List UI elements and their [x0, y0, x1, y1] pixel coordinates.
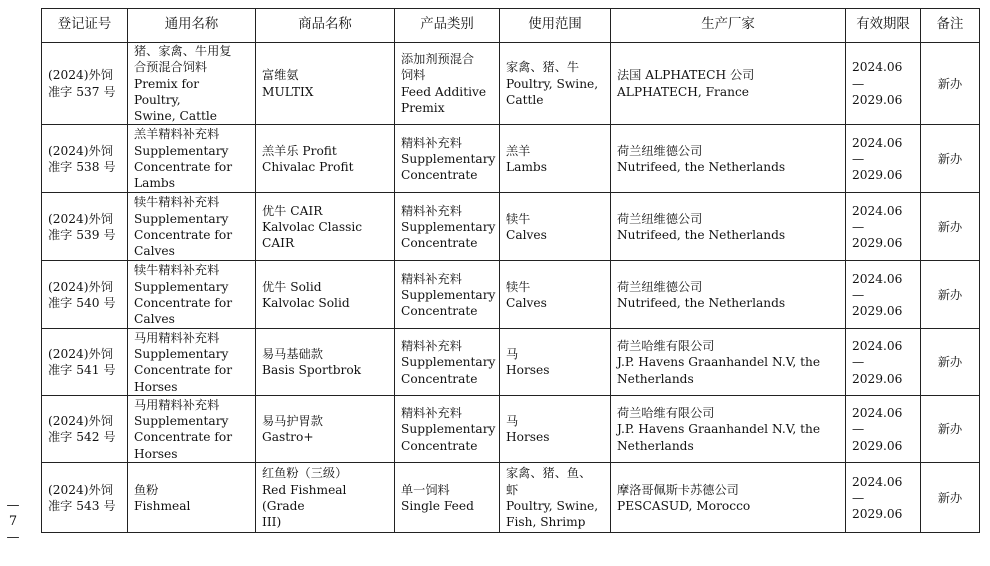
- table-row: [42, 125, 980, 193]
- cell-scope-line: Lambs: [506, 159, 547, 174]
- cell-manufacturer: [611, 193, 846, 261]
- cell-category-line: Supplementary: [401, 287, 496, 302]
- cell-generic-name-line: Calves: [134, 244, 175, 259]
- cell-category-line: 添加剂预混合: [401, 52, 475, 67]
- cell-category-line: Concentrate: [401, 438, 478, 453]
- cell-category: [395, 43, 500, 125]
- cell-scope-line: 家禽、猪、牛: [506, 60, 580, 75]
- cell-generic-name: [128, 396, 256, 463]
- header-trade-name: 商品名称: [256, 9, 395, 43]
- cell-scope: [500, 329, 611, 396]
- cell-validity-line: 2024.06—: [852, 203, 903, 234]
- cell-remark: 新办: [921, 261, 980, 329]
- table-row: [42, 396, 980, 463]
- cell-generic-name-line: Fishmeal: [134, 498, 191, 513]
- table-row: [42, 463, 980, 533]
- header-manufacturer: 生产厂家: [611, 9, 846, 43]
- cell-validity: [846, 193, 921, 261]
- cell-manufacturer: [611, 261, 846, 329]
- cell-generic-name: [128, 329, 256, 396]
- cell-reg-no: [42, 329, 128, 396]
- cell-trade-name-line: Kalvolac Classic CAIR: [262, 219, 366, 251]
- cell-scope: [500, 43, 611, 125]
- cell-manufacturer-line: 荷兰纽维德公司: [617, 279, 703, 294]
- cell-generic-name-line: Horses: [134, 379, 178, 394]
- cell-trade-name-line: Basis Sportbrok: [262, 363, 362, 378]
- cell-reg-no-line: (2024)外饲: [48, 211, 113, 226]
- cell-trade-name-line: 优牛 Solid: [262, 279, 322, 294]
- cell-generic-name: [128, 125, 256, 193]
- cell-validity-line: 2029.06: [852, 304, 903, 319]
- cell-generic-name-line: 犊牛精料补充料: [134, 263, 220, 278]
- header-remark: 备注: [921, 9, 980, 43]
- cell-reg-no-line: 准字 542 号: [48, 430, 116, 445]
- cell-scope-line: Horses: [506, 363, 550, 378]
- cell-trade-name: [256, 261, 395, 329]
- cell-reg-no-line: (2024)外饲: [48, 347, 113, 362]
- cell-remark: 新办: [921, 463, 980, 533]
- cell-scope-line: 马: [506, 347, 519, 362]
- cell-trade-name-line: 红鱼粉（三级）: [262, 466, 348, 481]
- cell-category-line: 精料补充料: [401, 406, 462, 421]
- header-generic-name: 通用名称: [128, 9, 256, 43]
- cell-category-line: 精料补充料: [401, 339, 462, 354]
- header-reg-no: 登记证号: [42, 9, 128, 43]
- cell-trade-name: [256, 125, 395, 193]
- cell-category-line: Concentrate: [401, 371, 478, 386]
- cell-manufacturer-line: 荷兰哈维有限公司: [617, 406, 715, 421]
- cell-reg-no-line: 准字 541 号: [48, 363, 116, 378]
- page-number-dash-top: —: [6, 498, 20, 513]
- cell-validity-line: 2029.06: [852, 507, 903, 522]
- table-row: [42, 261, 980, 329]
- cell-remark: 新办: [921, 125, 980, 193]
- cell-scope-line: Poultry, Swine,: [506, 498, 599, 513]
- cell-manufacturer: [611, 396, 846, 463]
- cell-scope-line: 犊牛: [506, 279, 531, 294]
- cell-scope: [500, 125, 611, 193]
- cell-validity: [846, 261, 921, 329]
- cell-remark: 新办: [921, 396, 980, 463]
- cell-scope-line: 家禽、猪、鱼、: [506, 466, 592, 481]
- cell-category-line: Supplementary: [401, 355, 496, 370]
- cell-validity-line: 2024.06—: [852, 271, 903, 302]
- cell-reg-no: [42, 43, 128, 125]
- cell-trade-name: [256, 193, 395, 261]
- cell-generic-name-line: Concentrate for: [134, 430, 233, 445]
- cell-manufacturer-line: ALPHATECH, France: [617, 84, 750, 99]
- page-number: [4, 498, 22, 546]
- cell-validity-line: 2024.06—: [852, 339, 903, 370]
- cell-validity-line: 2029.06: [852, 438, 903, 453]
- cell-trade-name: [256, 329, 395, 396]
- cell-reg-no: [42, 125, 128, 193]
- cell-scope: [500, 261, 611, 329]
- cell-reg-no-line: (2024)外饲: [48, 143, 113, 158]
- cell-trade-name: [256, 43, 395, 125]
- cell-category-line: Supplementary: [401, 422, 496, 437]
- cell-scope-line: 羔羊: [506, 143, 531, 158]
- cell-manufacturer-line: Netherlands: [617, 371, 694, 386]
- cell-generic-name: [128, 43, 256, 125]
- cell-generic-name-line: 猪、家禽、牛用复: [134, 44, 232, 58]
- cell-reg-no: [42, 463, 128, 533]
- cell-generic-name-line: Calves: [134, 312, 175, 327]
- cell-manufacturer: [611, 43, 846, 125]
- cell-trade-name-line: III): [262, 515, 282, 530]
- cell-manufacturer-line: 荷兰哈维有限公司: [617, 339, 715, 354]
- cell-scope-line: Calves: [506, 295, 547, 310]
- cell-generic-name-line: 马用精料补充料: [134, 330, 220, 345]
- cell-generic-name-line: Supplementary: [134, 414, 229, 429]
- header-validity: 有效期限: [846, 9, 921, 43]
- cell-manufacturer-line: 荷兰纽维德公司: [617, 211, 703, 226]
- cell-remark: 新办: [921, 329, 980, 396]
- cell-generic-name-line: 羔羊精料补充料: [134, 127, 220, 142]
- header-row: [42, 9, 980, 43]
- cell-generic-name-line: 合预混合饲料: [134, 60, 208, 75]
- cell-trade-name-line: 易马护胃款: [262, 414, 323, 429]
- cell-trade-name-line: 富维氨: [262, 68, 299, 83]
- cell-generic-name-line: 犊牛精料补充料: [134, 195, 220, 210]
- cell-category-line: 单一饲料: [401, 482, 450, 497]
- cell-manufacturer-line: Nutrifeed, the Netherlands: [617, 159, 786, 174]
- cell-generic-name-line: Horses: [134, 446, 178, 461]
- cell-validity: [846, 396, 921, 463]
- cell-category-line: Single Feed: [401, 498, 474, 513]
- cell-generic-name-line: Supplementary: [134, 279, 229, 294]
- cell-generic-name: [128, 463, 256, 533]
- cell-category: [395, 125, 500, 193]
- cell-trade-name-line: Kalvolac Solid: [262, 295, 350, 310]
- cell-generic-name-line: Supplementary: [134, 211, 229, 226]
- cell-category-line: Premix: [401, 101, 445, 116]
- cell-generic-name: [128, 193, 256, 261]
- cell-validity: [846, 463, 921, 533]
- cell-trade-name-line: 羔羊乐 Profit: [262, 143, 337, 158]
- cell-scope-line: 马: [506, 414, 519, 429]
- cell-reg-no-line: 准字 540 号: [48, 295, 116, 310]
- cell-generic-name-line: Concentrate for: [134, 159, 233, 174]
- cell-trade-name-line: MULTIX: [262, 84, 314, 99]
- cell-generic-name-line: Lambs: [134, 176, 175, 191]
- cell-generic-name-line: Concentrate for: [134, 363, 233, 378]
- cell-trade-name-line: Chivalac Profit: [262, 159, 354, 174]
- cell-category-line: Supplementary: [401, 219, 496, 234]
- cell-category-line: Supplementary: [401, 151, 496, 166]
- cell-scope-line: 犊牛: [506, 211, 531, 226]
- cell-reg-no: [42, 193, 128, 261]
- cell-validity-line: 2024.06—: [852, 60, 903, 91]
- cell-manufacturer-line: 法国 ALPHATECH 公司: [617, 68, 755, 83]
- page-number-dash-bottom: —: [6, 530, 20, 545]
- cell-manufacturer-line: J.P. Havens Graanhandel N.V, the: [617, 422, 821, 437]
- cell-generic-name-line: Supplementary: [134, 143, 229, 158]
- header-category: 产品类别: [395, 9, 500, 43]
- cell-scope-line: Cattle: [506, 92, 544, 107]
- cell-generic-name: [128, 261, 256, 329]
- page-number-digit: 7: [8, 514, 18, 529]
- cell-validity-line: 2029.06: [852, 92, 903, 107]
- cell-category-line: Concentrate: [401, 168, 478, 183]
- cell-validity: [846, 329, 921, 396]
- cell-manufacturer-line: 摩洛哥佩斯卡苏德公司: [617, 482, 739, 497]
- cell-category-line: Concentrate: [401, 304, 478, 319]
- cell-validity-line: 2029.06: [852, 236, 903, 251]
- cell-manufacturer-line: Nutrifeed, the Netherlands: [617, 227, 786, 242]
- cell-trade-name-line: 易马基础款: [262, 347, 323, 362]
- cell-category: [395, 193, 500, 261]
- cell-category-line: Feed Additive: [401, 84, 487, 99]
- cell-validity-line: 2024.06—: [852, 406, 903, 437]
- cell-category: [395, 463, 500, 533]
- cell-manufacturer: [611, 329, 846, 396]
- cell-generic-name-line: Premix for Poultry,: [134, 76, 203, 107]
- cell-reg-no: [42, 396, 128, 463]
- cell-scope: [500, 463, 611, 533]
- cell-category: [395, 396, 500, 463]
- cell-category: [395, 261, 500, 329]
- table-row: [42, 329, 980, 396]
- cell-reg-no-line: 准字 537 号: [48, 84, 116, 99]
- cell-manufacturer-line: Netherlands: [617, 438, 694, 453]
- cell-manufacturer-line: J.P. Havens Graanhandel N.V, the: [617, 355, 821, 370]
- cell-reg-no-line: 准字 543 号: [48, 498, 116, 513]
- table-row: [42, 43, 980, 125]
- cell-trade-name-line: Red Fishmeal (Grade: [262, 482, 351, 513]
- cell-category-line: 饲料: [401, 68, 426, 83]
- header-scope: 使用范围: [500, 9, 611, 43]
- cell-reg-no-line: 准字 538 号: [48, 159, 116, 174]
- cell-validity: [846, 125, 921, 193]
- cell-scope: [500, 396, 611, 463]
- cell-category-line: Concentrate: [401, 236, 478, 251]
- cell-manufacturer-line: PESCASUD, Morocco: [617, 498, 751, 513]
- cell-scope-line: Horses: [506, 430, 550, 445]
- cell-scope: [500, 193, 611, 261]
- cell-validity-line: 2024.06—: [852, 135, 903, 166]
- cell-validity-line: 2029.06: [852, 371, 903, 386]
- cell-generic-name-line: Supplementary: [134, 347, 229, 362]
- cell-scope-line: 虾: [506, 482, 519, 497]
- cell-scope-line: Poultry, Swine,: [506, 76, 599, 91]
- cell-generic-name-line: Swine, Cattle: [134, 109, 217, 124]
- cell-category-line: 精料补充料: [401, 271, 462, 286]
- cell-generic-name-line: 马用精料补充料: [134, 397, 220, 412]
- cell-trade-name-line: 优牛 CAIR: [262, 203, 323, 218]
- cell-trade-name: [256, 463, 395, 533]
- cell-category-line: 精料补充料: [401, 135, 462, 150]
- cell-reg-no: [42, 261, 128, 329]
- cell-trade-name-line: Gastro+: [262, 430, 314, 445]
- table-row: [42, 193, 980, 261]
- cell-manufacturer-line: 荷兰纽维德公司: [617, 143, 703, 158]
- cell-reg-no-line: (2024)外饲: [48, 482, 113, 497]
- registration-table: [41, 8, 980, 533]
- cell-manufacturer-line: Nutrifeed, the Netherlands: [617, 295, 786, 310]
- cell-validity: [846, 43, 921, 125]
- cell-validity-line: 2024.06—: [852, 474, 903, 505]
- cell-reg-no-line: (2024)外饲: [48, 414, 113, 429]
- cell-generic-name-line: 鱼粉: [134, 482, 159, 497]
- cell-scope-line: Calves: [506, 227, 547, 242]
- cell-remark: 新办: [921, 193, 980, 261]
- cell-category: [395, 329, 500, 396]
- cell-validity-line: 2029.06: [852, 168, 903, 183]
- cell-manufacturer: [611, 125, 846, 193]
- cell-generic-name-line: Concentrate for: [134, 295, 233, 310]
- cell-trade-name: [256, 396, 395, 463]
- cell-category-line: 精料补充料: [401, 203, 462, 218]
- cell-reg-no-line: (2024)外饲: [48, 279, 113, 294]
- cell-manufacturer: [611, 463, 846, 533]
- cell-scope-line: Fish, Shrimp: [506, 515, 586, 530]
- cell-reg-no-line: (2024)外饲: [48, 68, 113, 83]
- cell-generic-name-line: Concentrate for: [134, 227, 233, 242]
- cell-remark: 新办: [921, 43, 980, 125]
- cell-reg-no-line: 准字 539 号: [48, 227, 116, 242]
